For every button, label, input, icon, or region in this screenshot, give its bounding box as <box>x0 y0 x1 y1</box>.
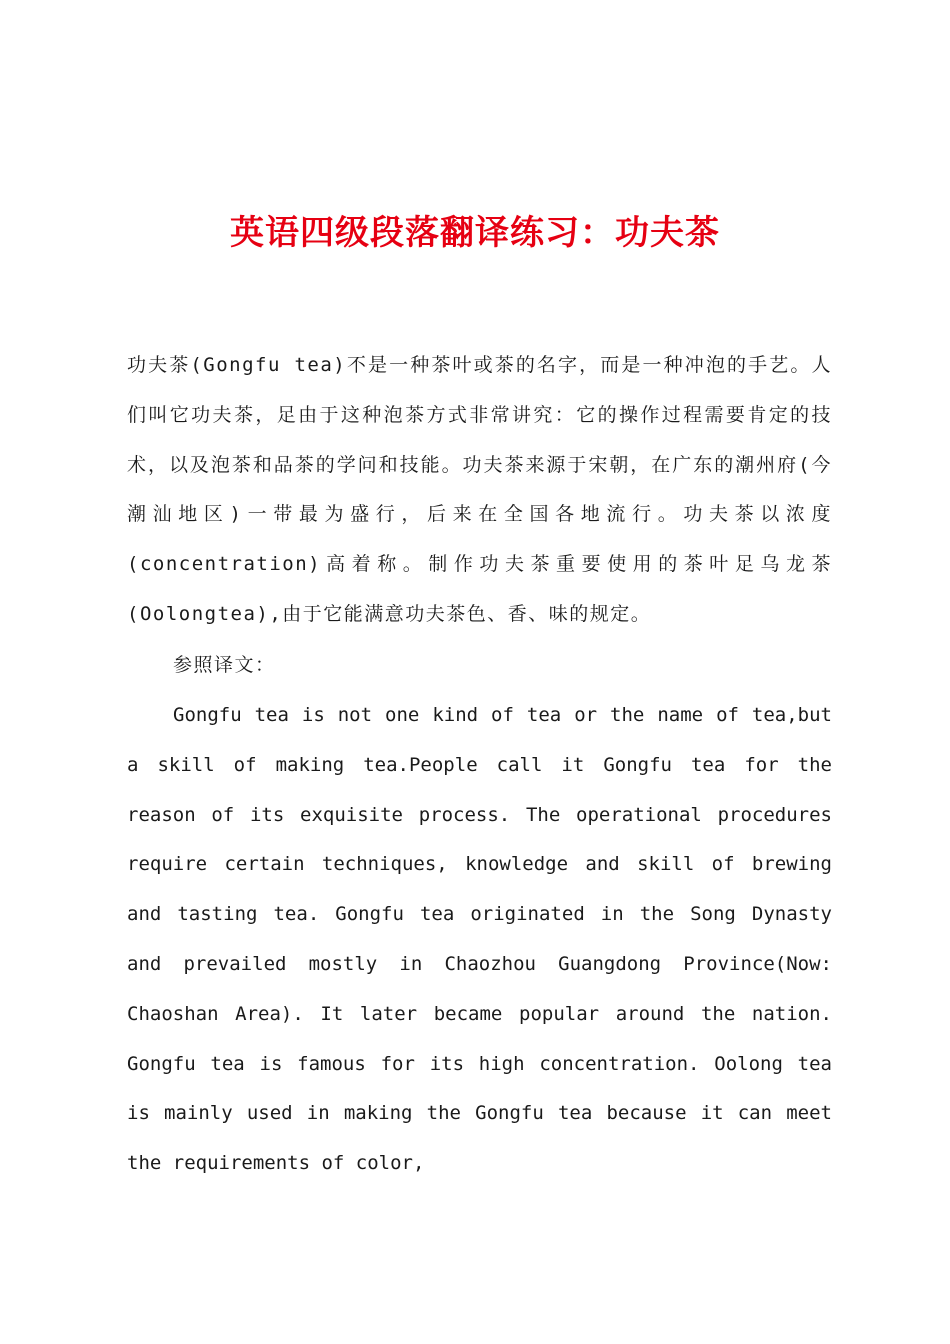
page-title: 英语四级段落翻译练习：功夫茶 <box>230 213 720 253</box>
translation-label: 参照译文： <box>173 654 276 676</box>
chinese-paragraph: 功夫茶(Gongfu tea)不是一种茶叶或茶的名字，而是一种冲泡的手艺。人们叫它功夫茶，足由于这种泡茶方式非常讲究：它的操作过程需要肯定的技术，以及泡茶和品茶的学问和技能。功夫茶来源于宋朝，在广东的潮州府(今潮汕地区)一带最为盛行，后来在全国各地流行。功夫茶以浓度(concentration)高着称。制作功夫茶重要使用的茶叶足乌龙茶(Oolongtea),由于它能满意功夫茶色、香、味的规定。 <box>127 354 832 625</box>
english-paragraph: Gongfu tea is not one kind of tea or the name of tea,but a skill of making tea.People call it Gongfu tea for the reason of its exquisite process. The operational procedures require certain techniques, knowledge and skill of brewing and tasting tea. Gongfu tea originated in the Song Dynasty and prevailed mostly in Chaozhou Guangdong Province(Now: Chaoshan Area). It later became popular around the nation. Gongfu tea is famous for its high concentration. Oolong tea is mainly used in making the Gongfu tea because it can meet the requirements of color, <box>127 704 832 1175</box>
